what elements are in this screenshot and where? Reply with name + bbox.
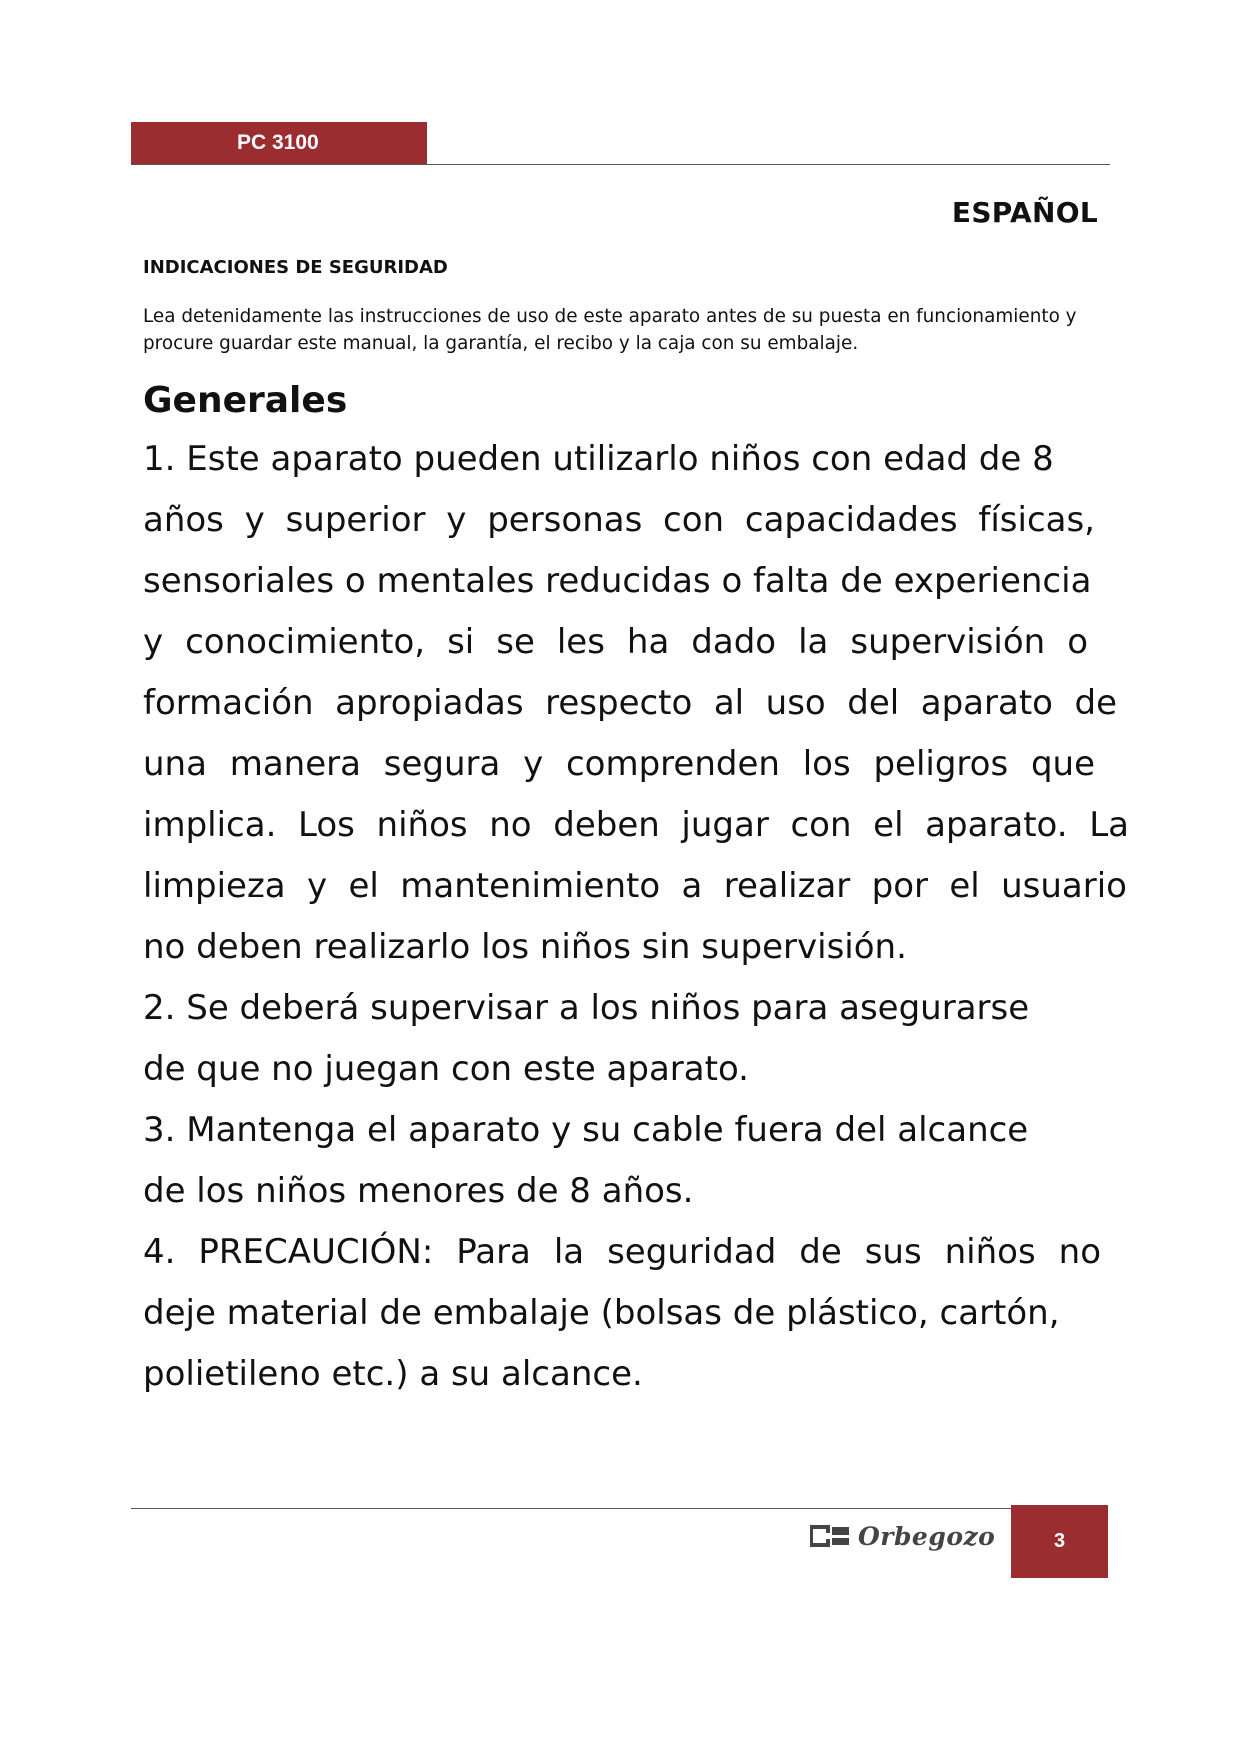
body-line: 2. Se deberá supervisar a los niños para asegurarse [143, 988, 1030, 1028]
body-line: deje material de embalaje (bolsas de plástico, cartón, [143, 1293, 1060, 1333]
body-line: sensoriales o mentales reducidas o falta de experiencia [143, 561, 1092, 601]
brand-name: Orbegozo [858, 1521, 996, 1551]
body-line: polietileno etc.) a su alcance. [143, 1354, 643, 1394]
body-line: no deben realizarlo los niños sin supervisión. [143, 927, 907, 967]
intro-line: procure guardar este manual, la garantía, el recibo y la caja con su embalaje. [143, 333, 859, 354]
body-line: formación apropiadas respecto al uso del aparato de [143, 683, 1117, 723]
header-divider [131, 164, 1110, 165]
model-tab [131, 122, 427, 164]
page-number: 3 [1011, 1505, 1108, 1578]
safety-title: INDICACIONES DE SEGURIDAD [143, 257, 448, 278]
body-line: limpieza y el mantenimiento a realizar por el usuario [143, 866, 1127, 906]
language-heading: ESPAÑOL [951, 196, 1098, 229]
body-line: y conocimiento, si se les ha dado la supervisión o [143, 622, 1088, 662]
intro-line: Lea detenidamente las instrucciones de uso de este aparato antes de su puesta en funcionamiento y [143, 306, 1077, 327]
footer-divider [131, 1508, 1011, 1509]
brand-logo [810, 1516, 1000, 1556]
body-line: de los niños menores de 8 años. [143, 1171, 694, 1211]
model-label: PC 3100 [237, 131, 319, 154]
body-line: una manera segura y comprenden los peligros que [143, 744, 1095, 784]
body-line: 1. Este aparato pueden utilizarlo niños con edad de 8 [143, 439, 1054, 479]
body-line: años y superior y personas con capacidades físicas, [143, 500, 1095, 540]
body-line: 3. Mantenga el aparato y su cable fuera del alcance [143, 1110, 1029, 1150]
safety-intro [143, 303, 1103, 357]
orbegozo-logo-icon [810, 1524, 850, 1548]
generales-body [143, 429, 1133, 1405]
body-line: de que no juegan con este aparato. [143, 1049, 749, 1089]
generales-heading: Generales [143, 380, 348, 421]
body-line: implica. Los niños no deben jugar con el aparato. La [143, 805, 1129, 845]
body-line: 4. PRECAUCIÓN: Para la seguridad de sus niños no [143, 1232, 1101, 1272]
